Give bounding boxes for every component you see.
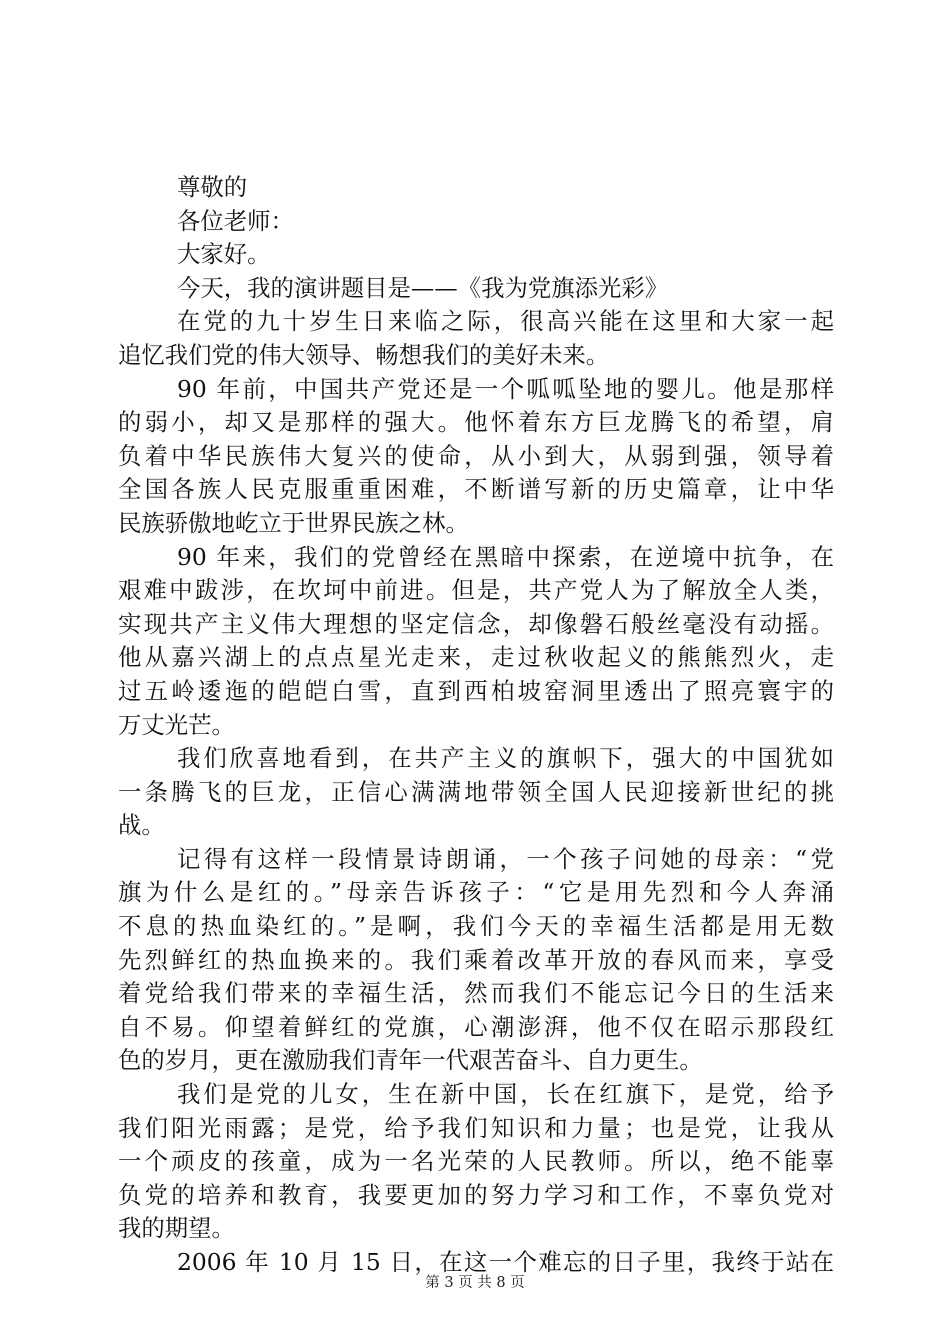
text-line: 一个顽皮的孩童，成为一名光荣的人民教师。所以，绝不能辜	[118, 1147, 834, 1176]
text-line: 着党给我们带来的幸福生活，然而我们不能忘记今日的生活来	[118, 979, 834, 1008]
speech-body	[118, 171, 834, 1280]
text-line: 我们阳光雨露；是党，给予我们知识和力量；也是党，让我从	[118, 1113, 834, 1142]
text-line: 尊敬的	[177, 173, 248, 201]
text-line: 大家好。	[177, 240, 271, 269]
text-line: 实现共产主义伟大理想的坚定信念，却像磐石般丝毫没有动摇。	[118, 609, 834, 638]
text-line: 他从嘉兴湖上的点点星光走来，走过秋收起义的熊熊烈火，走	[118, 643, 834, 672]
text-line: 自不易。仰望着鲜红的党旗，心潮澎湃，他不仅在昭示那段红	[118, 1012, 834, 1041]
text-line: 记得有这样一段情景诗朗诵，一个孩子问她的母亲：“党	[177, 844, 834, 873]
text-line: 先烈鲜红的热血换来的。我们乘着改革开放的春风而来，享受	[118, 945, 834, 974]
text-line: 过五岭逶迤的皑皑白雪，直到西柏坡窑洞里透出了照亮寰宇的	[118, 676, 834, 705]
text-line: 在党的九十岁生日来临之际，很高兴能在这里和大家一起	[177, 307, 834, 336]
text-line: 各位老师：	[177, 206, 294, 235]
text-line: 不息的热血染红的。”是啊，我们今天的幸福生活都是用无数	[118, 912, 834, 941]
text-line: 追忆我们党的伟大领导、畅想我们的美好未来。	[118, 340, 610, 369]
text-line: 艰难中跋涉，在坎坷中前进。但是，共产党人为了解放全人类，	[118, 576, 834, 605]
text-line: 今天，我的演讲题目是——《我为党旗添光彩》	[177, 273, 669, 302]
text-line: 负党的培养和教育，我要更加的努力学习和工作，不辜负党对	[118, 1180, 834, 1209]
text-line: 战。	[118, 811, 165, 840]
text-line: 一条腾飞的巨龙，正信心满满地带领全国人民迎接新世纪的挑	[118, 777, 834, 806]
text-line: 我们欣喜地看到，在共产主义的旗帜下，强大的中国犹如	[177, 744, 834, 773]
text-line: 我的期望。	[118, 1214, 235, 1243]
text-line: 2006 年 10 月 15 日，在这一个难忘的日子里，我终于站在	[177, 1248, 834, 1276]
text-line: 全国各族人民克服重重困难，不断谱写新的历史篇章，让中华	[118, 475, 834, 504]
text-line: 90 年来，我们的党曾经在黑暗中探索，在逆境中抗争，在	[177, 542, 834, 571]
text-line: 万丈光芒。	[118, 710, 235, 739]
text-line: 90 年前，中国共产党还是一个呱呱坠地的婴儿。他是那样	[177, 374, 834, 403]
text-line: 我们是党的儿女，生在新中国，长在红旗下，是党，给予	[177, 1080, 834, 1109]
page-footer: 第 3 页 共 8 页	[425, 1275, 525, 1291]
text-line: 色的岁月，更在激励我们青年一代艰苦奋斗、自力更生。	[118, 1046, 703, 1075]
text-line: 旗为什么是红的。”母亲告诉孩子：“它是用先烈和今人奔涌	[118, 878, 834, 907]
text-line: 民族骄傲地屹立于世界民族之林。	[118, 508, 469, 537]
text-line: 的弱小，却又是那样的强大。他怀着东方巨龙腾飞的希望，肩	[118, 408, 834, 437]
text-line: 负着中华民族伟大复兴的使命，从小到大，从弱到强，领导着	[118, 441, 834, 470]
